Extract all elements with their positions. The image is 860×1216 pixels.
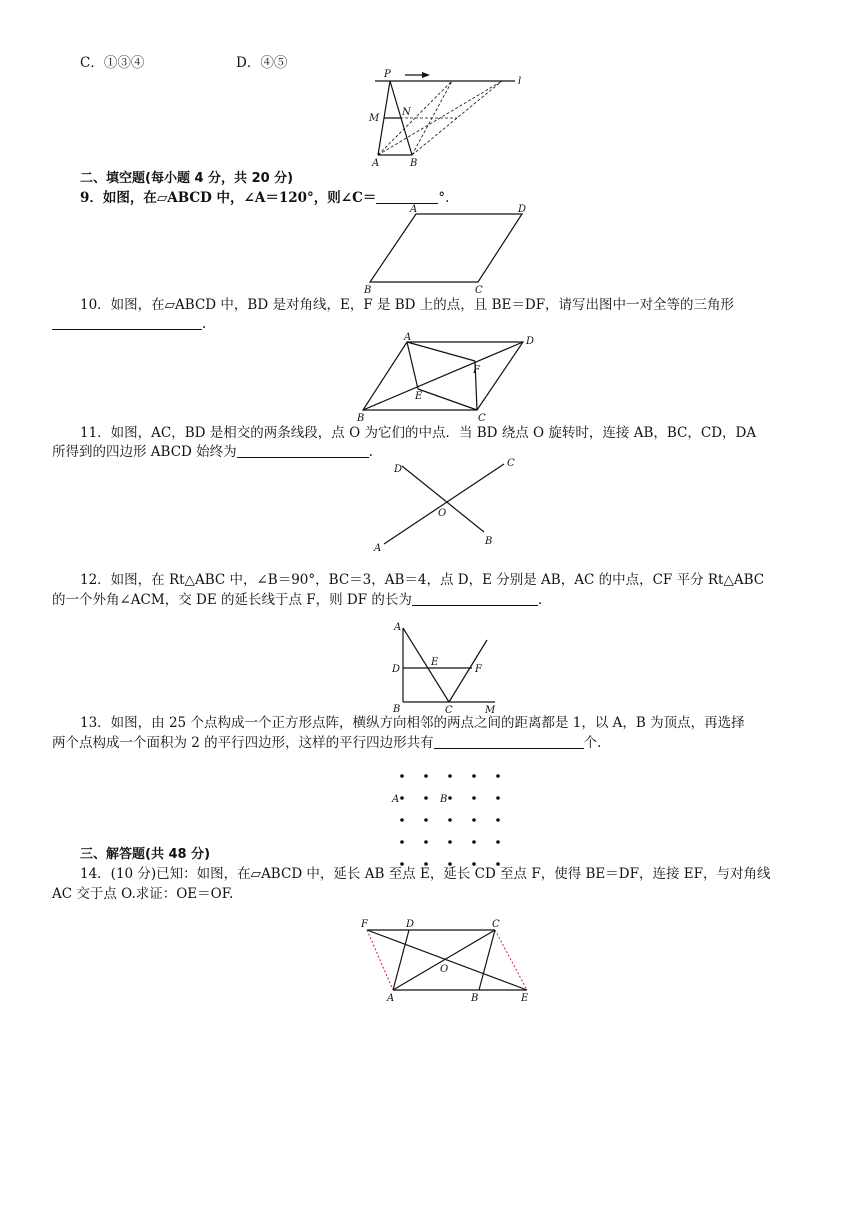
fig10-label-d: D [526,336,535,347]
q9-text: 9．如图，在▱ABCD 中，∠A＝120°，则∠C＝ [80,190,377,206]
figure-11-diagram [370,456,520,556]
question-10-line-1 [80,295,734,315]
figure-10-diagram [355,332,540,424]
q13-answer-blank[interactable] [434,734,584,749]
fig10-label-f: F [473,365,480,376]
fig12-label-b: B [393,704,401,715]
fig9-label-a: A [410,204,418,215]
q12-line1: 12．如图，在 Rt△ABC 中，∠B＝90°，BC＝3，AB＝4，点 D，E 分别是 AB，AC 的中点，CF 平分 Rt△ABC [80,572,765,588]
fig12-label-m: M [485,705,496,716]
dot-grid [400,774,500,866]
fig10-label-e: E [415,391,423,402]
fig13-label-b: B [440,794,448,805]
q9-after: °. [438,190,450,206]
fig10-label-a: A [404,332,412,343]
q11-line1: 11．如图，AC，BD 是相交的两条线段，点 O 为它们的中点．当 BD 绕点 O 旋转时，连接 AB，BC，CD，DA [80,425,757,441]
question-10-line-2 [52,314,206,334]
fig14-label-o: O [440,964,449,975]
question-14-line-2 [52,884,233,904]
fig12-label-e: E [431,657,439,668]
fig11-label-o: O [438,508,447,519]
fig9-label-d: D [518,204,527,215]
figure-12-diagram [385,618,510,716]
q14-line1: 14．(10 分)已知：如图，在▱ABCD 中，延长 AB 至点 E，延长 CD 至点 F，使得 BE＝DF，连接 EF，与对角线 [80,866,771,882]
fig11-label-b: B [485,536,493,547]
question-13-line-2 [52,733,601,753]
fig11-label-c: C [507,458,515,469]
q14-line2: AC 交于点 O.求证：OE＝OF. [52,886,234,902]
question-13-line-1 [80,713,745,733]
q13-line1: 13．如图，由 25 个点构成一个正方形点阵，横纵方向相邻的两点之间的距离都是 1，以 A，B 为顶点，再选择 [80,715,745,731]
fig14-label-c: C [492,919,500,930]
q10-answer-blank[interactable] [52,315,202,330]
fig10-label-b: B [357,413,365,424]
fig9-label-b: B [364,285,372,296]
fig11-label-a: A [374,543,382,554]
q11-answer-blank[interactable] [237,443,369,458]
q10-after: . [202,316,207,332]
fig10-label-c: C [478,413,486,424]
figure-8-diagram [360,66,540,170]
question-12-line-2 [52,590,542,610]
q12-answer-blank[interactable] [412,591,538,606]
figure-9-diagram [360,204,530,294]
figure-14-diagram [355,916,540,1006]
section-2-title: 二、填空题(每小题 4 分，共 20 分) [80,171,294,186]
question-12-line-1 [80,570,764,590]
fig12-label-f: F [475,664,482,675]
fig11-label-d: D [394,464,403,475]
fig14-label-b: B [471,993,479,1004]
fig8-label-m: M [369,113,380,124]
fig12-label-a: A [394,622,402,633]
question-11-line-1 [80,423,756,443]
fig8-label-l: l [518,76,522,87]
q13-after: 个. [583,735,602,751]
section-3-title: 三、解答题(共 48 分) [80,847,211,862]
fig14-label-f: F [361,919,368,930]
fig8-label-a: A [372,158,380,169]
fig8-label-b: B [410,158,418,169]
fig14-label-e: E [521,993,529,1004]
q13-line2: 两个点构成一个面积为 2 的平行四边形，这样的平行四边形共有 [52,735,434,751]
fig13-label-a: A [392,794,400,805]
fig12-label-c: C [445,705,453,716]
fig14-label-d: D [406,919,415,930]
q11-line2: 所得到的四边形 ABCD 始终为 [52,444,237,460]
q11-after: . [368,444,373,460]
option-d: D．④⑤ [236,55,288,71]
q10-line1: 10．如图，在▱ABCD 中，BD 是对角线，E，F 是 BD 上的点，且 BE＝DF，请写出图中一对全等的三角形 [80,297,735,313]
fig8-label-n: N [402,107,411,118]
option-c: C．①③④ [80,55,145,71]
fig12-label-d: D [392,664,401,675]
q12-after: . [537,592,543,608]
question-14-line-1 [80,864,771,884]
figure-13-dot-grid [390,768,510,850]
fig14-label-a: A [387,993,395,1004]
q12-line2: 的一个外角∠ACM，交 DE 的延长线于点 F，则 DF 的长为 [52,592,412,608]
q9-answer-blank[interactable] [376,189,438,204]
fig8-label-p: P [384,69,391,80]
fig9-label-c: C [475,285,483,296]
question-11-line-2 [52,442,373,462]
